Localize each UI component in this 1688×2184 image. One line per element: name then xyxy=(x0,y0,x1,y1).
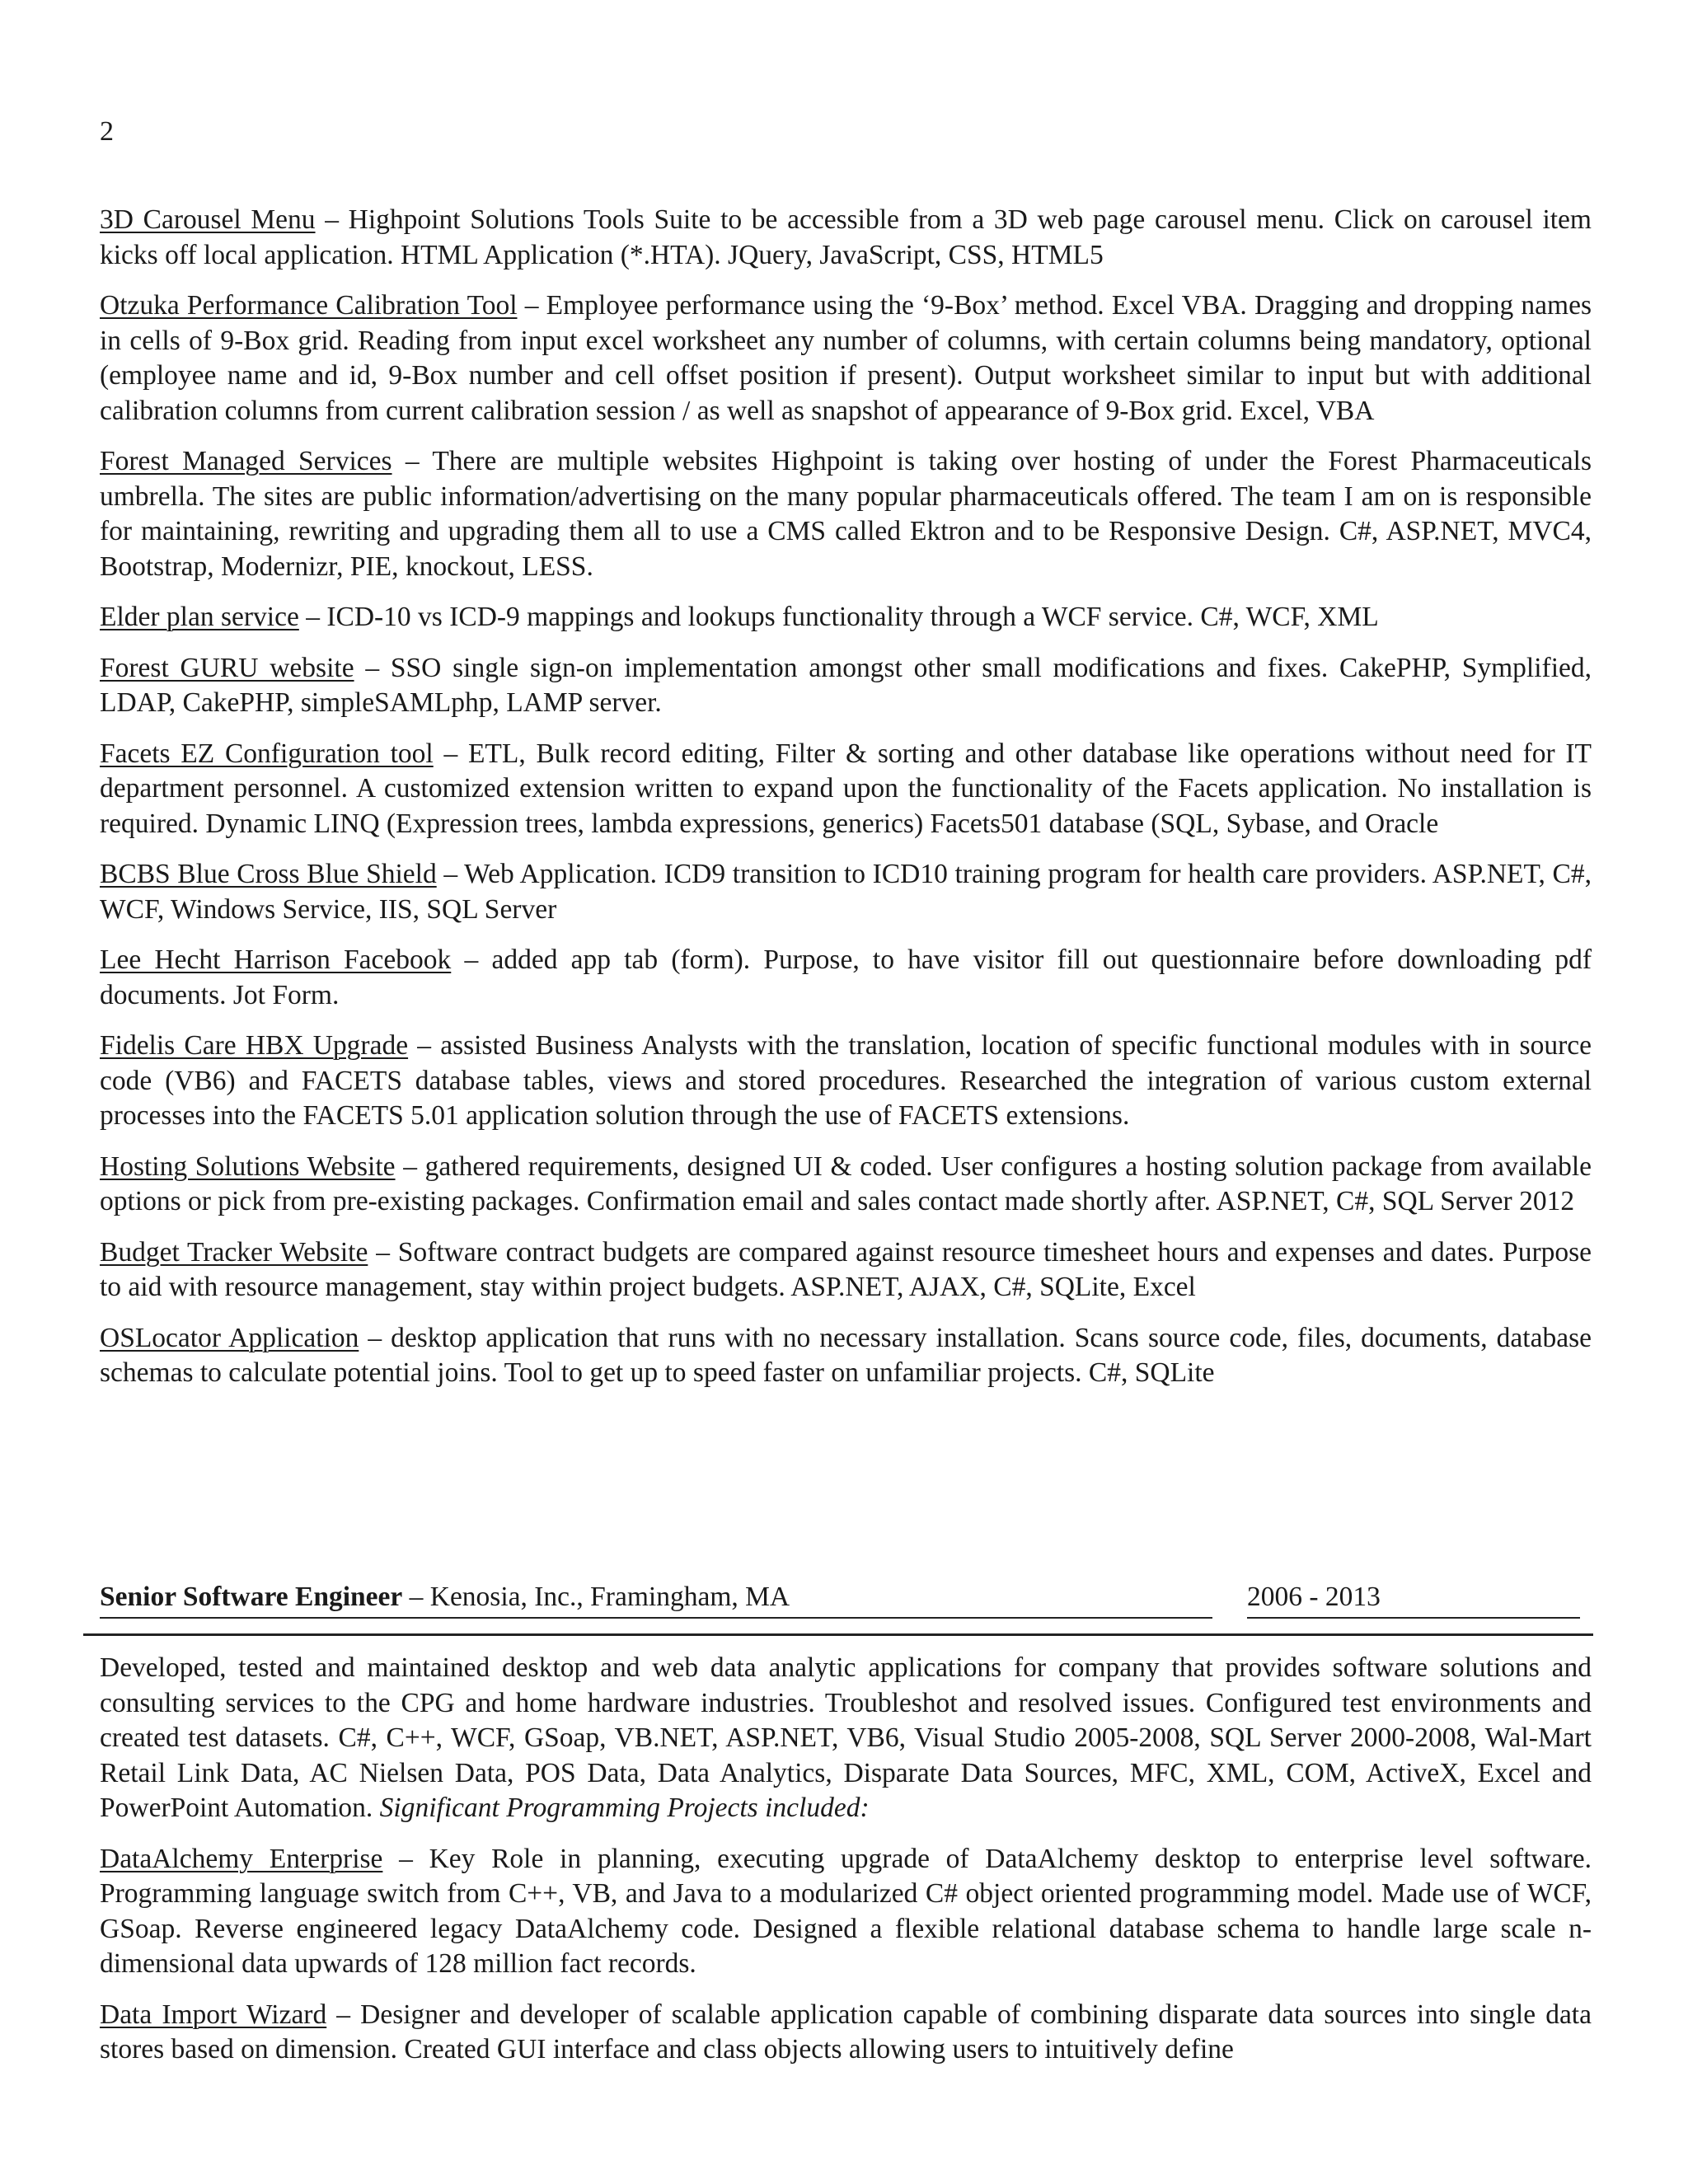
project-entry xyxy=(100,1235,1592,1305)
project-title: Data Import Wizard xyxy=(100,1999,327,2030)
project-entry xyxy=(100,651,1592,721)
project-title: Fidelis Care HBX Upgrade xyxy=(100,1030,409,1061)
project-entry xyxy=(100,1998,1592,2068)
project-title: Elder plan service xyxy=(100,602,299,632)
project-entry xyxy=(100,1842,1592,1982)
project-entry xyxy=(100,1029,1592,1134)
project-title: Facets EZ Configuration tool xyxy=(100,738,434,769)
project-description: – There are multiple websites Highpoint is taking over hosting of under the Forest Pharmaceuticals umbrella. The sites are public information/advertising on the many popular pharmaceuticals offered. The team I am on is responsible for maintaining, rewriting and upgrading them all to use a CMS called Ektron and to be Responsive Design. C#, ASP.NET, MVC4, Bootstrap, Modernizr, PIE, knockout, LESS. xyxy=(100,446,1592,582)
job-header xyxy=(100,1579,1592,1619)
job-summary xyxy=(100,1651,1592,1826)
section-divider xyxy=(83,1633,1593,1636)
job-heading xyxy=(100,1579,1212,1619)
project-entry xyxy=(100,203,1592,273)
job-title: Senior Software Engineer xyxy=(100,1582,403,1612)
job-details xyxy=(100,1651,1592,2083)
project-entry xyxy=(100,1321,1592,1391)
project-description: – Key Role in planning, executing upgrade of DataAlchemy desktop to enterprise level software. Programming language switch from C++, VB, and Java to a modularized C# object oriented programming model. Made use of WCF, GSoap. Reverse engineered legacy DataAlchemy code. Designed a flexible relational database schema to handle large scale n-dimensional data upwards of 128 million fact records. xyxy=(100,1843,1592,1979)
project-description: – Designer and developer of scalable application capable of combining disparate data sources into single data stores based on dimension. Created GUI interface and class objects allowing users to intuitively define xyxy=(100,1999,1592,2064)
project-title: Hosting Solutions Website xyxy=(100,1151,396,1182)
project-entry xyxy=(100,1150,1592,1220)
project-entry xyxy=(100,737,1592,842)
project-description: – Web Application. ICD9 transition to ICD10 training program for health care providers. ASP.NET, C#, WCF, Windows Service, IIS, SQL Server xyxy=(100,859,1592,925)
project-description: – assisted Business Analysts with the translation, location of specific functional modules with in source code (VB6) and FACETS database tables, views and stored procedures. Researched the integration of various custom external processes into the FACETS 5.01 application solution through the use of FACETS extensions. xyxy=(100,1030,1592,1131)
project-entry xyxy=(100,857,1592,927)
project-description: – Highpoint Solutions Tools Suite to be accessible from a 3D web page carousel menu. Click on carousel item kicks off local application. HTML Application (*.HTA). JQuery, JavaScript, CSS, HTML5 xyxy=(100,204,1592,270)
page-number: 2 xyxy=(100,116,114,147)
project-title: Forest Managed Services xyxy=(100,446,392,476)
project-description: – ICD-10 vs ICD-9 mappings and lookups functionality through a WCF service. C#, WCF, XML xyxy=(298,602,1379,632)
project-description: – SSO single sign-on implementation amongst other small modifications and fixes. CakePHP, Symplified, LDAP, CakePHP, simpleSAMLphp, LAMP server. xyxy=(100,652,1592,718)
project-title: Budget Tracker Website xyxy=(100,1236,368,1268)
project-entry xyxy=(100,943,1592,1013)
job-company: – Kenosia, Inc., Framingham, MA xyxy=(402,1582,790,1612)
project-title: BCBS Blue Cross Blue Shield xyxy=(100,859,437,889)
job-summary-italic: Significant Programming Projects included: xyxy=(379,1793,870,1823)
project-title: 3D Carousel Menu xyxy=(100,204,316,235)
project-title: Otzuka Performance Calibration Tool xyxy=(100,290,518,321)
job-dates: 2006 - 2013 xyxy=(1247,1579,1580,1619)
project-entry xyxy=(100,288,1592,429)
project-description: – desktop application that runs with no necessary installation. Scans source code, files, documents, database schemas to calculate potential joins. Tool to get up to speed faster on unfamiliar projects. C#, SQLite xyxy=(100,1322,1592,1388)
project-description: – Software contract budgets are compared against resource timesheet hours and expenses and dates. Purpose to aid with resource management, stay within project budgets. ASP.NET, AJAX, C#, SQLite, Excel xyxy=(100,1236,1592,1302)
project-description: – Employee performance using the ‘9-Box’ method. Excel VBA. Dragging and dropping names in cells of 9-Box grid. Reading from input excel worksheet any number of columns, with certain columns being mandatory, optional (employee name and id, 9-Box number and cell offset position if present). Output worksheet similar to input but with additional calibration columns from current calibration session / as well as snapshot of appearance of 9-Box grid. Excel, VBA xyxy=(100,290,1592,426)
project-title: Lee Hecht Harrison Facebook xyxy=(100,944,452,975)
project-title: Forest GURU website xyxy=(100,652,354,683)
project-title: DataAlchemy Enterprise xyxy=(100,1843,383,1874)
job-summary-text: Developed, tested and maintained desktop and web data analytic applications for company that provides software solutions and consulting services to the CPG and home hardware industries. Troubleshot and resolved issues. Configured test environments and created test datasets. C#, C++, WCF, GSoap, VB.NET, ASP.NET, VB6, Visual Studio 2005-2008, SQL Server 2000-2008, Wal-Mart Retail Link Data, AC Nielsen Data, POS Data, Data Analytics, Disparate Data Sources, MFC, XML, COM, ActiveX, Excel and PowerPoint Automation. xyxy=(100,1652,1592,1823)
project-description: – added app tab (form). Purpose, to have visitor fill out questionnaire before downloading pdf documents. Jot Form. xyxy=(100,944,1592,1010)
project-description: – ETL, Bulk record editing, Filter & sorting and other database like operations without need for IT department personnel. A customized extension written to expand upon the functionality of the Facets application. No installation is required. Dynamic LINQ (Expression trees, lambda expressions, generics) Facets501 database (SQL, Sybase, and Oracle xyxy=(100,738,1592,839)
project-entry xyxy=(100,444,1592,584)
project-entry xyxy=(100,600,1592,635)
project-title: OSLocator Application xyxy=(100,1322,359,1353)
project-list xyxy=(100,203,1592,1407)
project-description: – gathered requirements, designed UI & coded. User configures a hosting solution package from available options or pick from pre-existing packages. Confirmation email and sales contact made shortly after. ASP.NET, C#, SQL Server 2012 xyxy=(100,1151,1592,1216)
